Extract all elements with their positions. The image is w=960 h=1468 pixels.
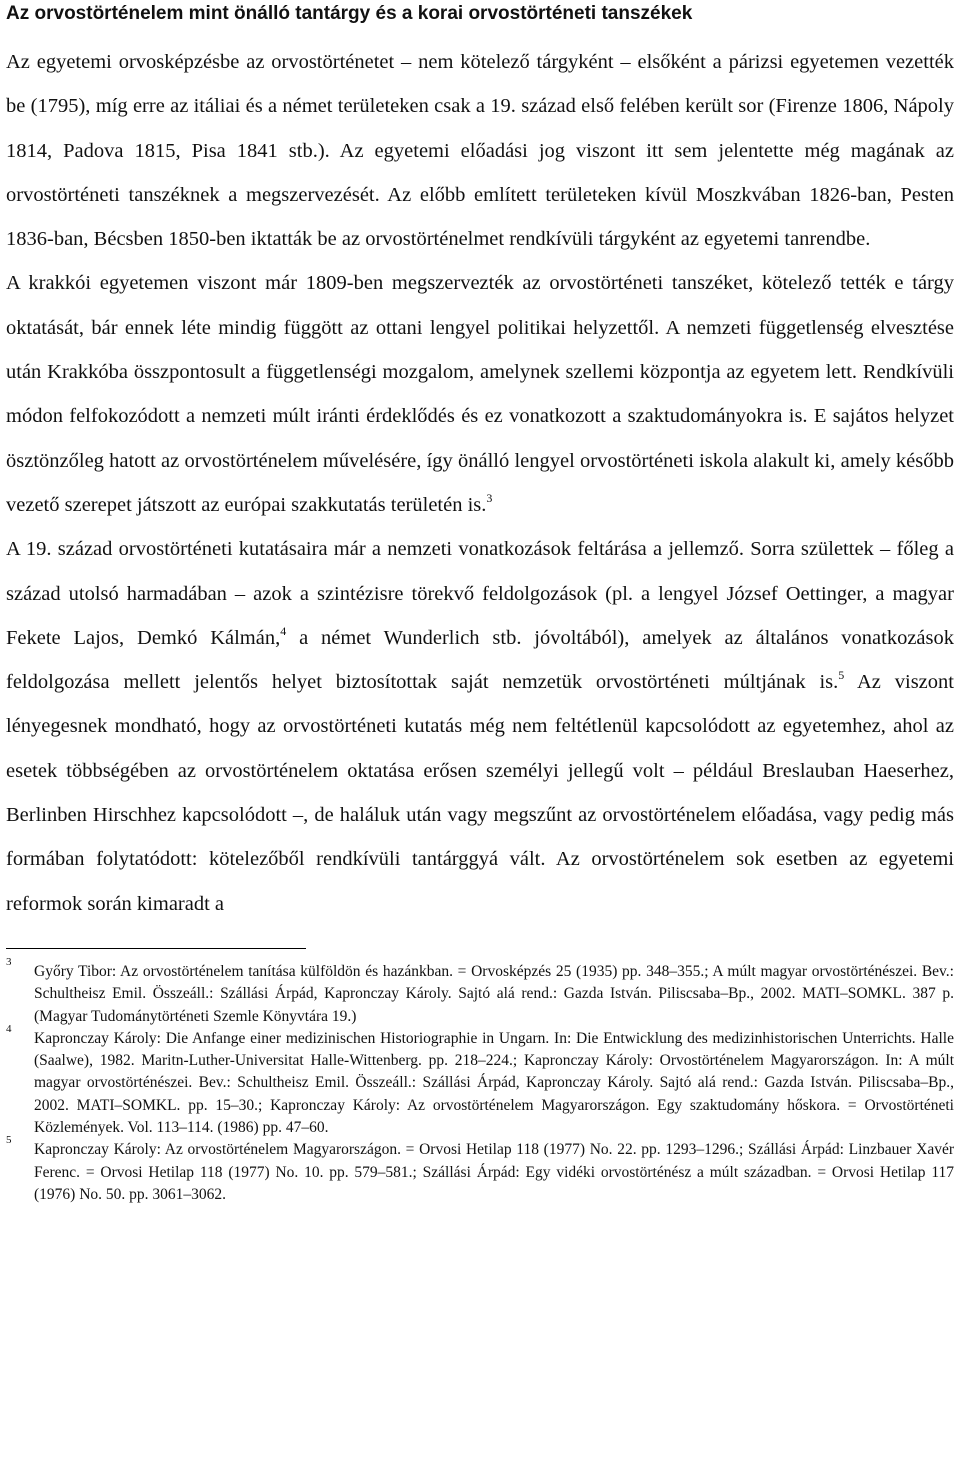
footnote-reference: 3 — [486, 490, 493, 505]
footnote-text: Kapronczay Károly: Die Anfange einer medizinischen Historiographie in Ungarn. In: Die Entwicklung des medizinhistorischen Unterrichts. Halle (Saalwe), 1982. Maritn-Luther-Universitat Halle-Wittenberg. pp. 218–224.; Kapronczay Károly: Orvostörténelem Magyarországon. In: A múlt magyar orvostörténészei. Bev.: Schultheisz Emil. Összeáll.: Szállási Árpád, Kapronczay Károly. Sajtó alá rend.: Gazda István. Piliscsaba–Bp., 2002. MATI–SOMKL. pp. 15–30.; Kapronczay Károly: Az orvostörténelem Magyarországon. Egy szaktudomány hőskora. = Orvostörténeti Közlemények. Vol. 113–114. (1986) pp. 47–60. — [34, 1029, 954, 1137]
footnote-item — [6, 1134, 954, 1206]
footnote-separator — [6, 948, 306, 949]
footnote-number: 3 — [6, 955, 12, 968]
body-paragraph-1 — [6, 40, 954, 261]
paragraph-text: a német Wunderlich stb. jóvoltából), amelyek az általános vonatkozások feldolgozása mellett jelentős helyet biztosítottak saját nemzetük orvostörténeti múltjának is. — [6, 626, 954, 694]
footnote-text: Győry Tibor: Az orvostörténelem tanítása külföldön és hazánkban. = Orvosképzés 25 (1935) pp. 348–355.; A múlt magyar orvostörténészei. Bev.: Schultheisz Emil. Összeáll.: Szállási Árpád, Kapronczay Károly. Sajtó alá rend.: Gazda István. Piliscsaba–Bp., 2002. MATI–SOMKL. 387 p. (Magyar Tudománytörténeti Szemle Könyvtára 19.) — [34, 962, 954, 1025]
footnote-item — [6, 1022, 954, 1139]
footnote-text: Kapronczay Károly: Az orvostörténelem Magyarországon. = Orvosi Hetilap 118 (1977) No. 22. pp. 1293–1296.; Szállási Árpád: Linzbauer Xavér Ferenc. = Orvosi Hetilap 118 (1977) No. 10. pp. 579–581.; Szállási Árpád: Egy vidéki orvostörténész a múlt században. = Orvosi Hetilap 117 (1976) No. 50. pp. 3061–3062. — [34, 1141, 954, 1203]
paragraph-text: A 19. század orvostörténeti kutatásaira már a nemzeti vonatkozások feltárása a jellemző. Sorra születtek – főleg a század utolsó harmadában – azok a szintézisre törekvő feldolgozások (pl. a lengyel József Oettinger, a magyar Fekete Lajos, Demkó Kálmán, — [6, 538, 954, 649]
paragraph-text: A krakkói egyetemen viszont már 1809-ben megszervezték az orvostörténeti tanszéket, kötelező tették e tárgy oktatását, bár ennek léte mindig függött az ottani lengyel politikai helyzettől. A nemzeti függetlenség elvesztése után Krakkóba összpontosult a függetlenségi mozgalom, amelynek szellemi központja az egyetem lett. Rendkívüli módon felfokozódott a nemzeti múlt iránti érdeklődés és ez vonatkozott a szaktudományokra is. E sajátos helyzet ösztönzőleg hatott az orvostörténelem művelésére, így önálló lengyel orvostörténeti iskola alakult ki, amely később vezető szerepet játszott az európai szakkutatás területén is. — [6, 272, 954, 516]
paragraph-text: Az viszont lényegesnek mondható, hogy az orvostörténeti kutatás még nem feltétlenül kapcsolódott az egyetemhez, ahol az esetek többségében az orvostörténelem oktatása erősen személyi jellegű volt – például Breslauban Haeserhez, Berlinben Hirschhez kapcsolódott –, de haláluk után vagy megszűnt az orvostörténelem előadása, vagy pedig más formában folytatódott: kötelezőből rendkívüli tantárggyá vált. Az orvostörténelem sok esetben az egyetemi reformok során kimaradt a — [6, 671, 954, 915]
footnote-item — [6, 955, 954, 1028]
document-page — [6, 0, 954, 1206]
body-paragraph-2 — [6, 261, 954, 527]
footnote-reference: 5 — [838, 668, 845, 683]
footnote-reference: 4 — [280, 623, 287, 638]
footnote-number: 5 — [6, 1134, 12, 1147]
footnote-number: 4 — [6, 1022, 12, 1035]
body-paragraph-3 — [6, 527, 954, 926]
footnotes — [6, 955, 954, 1206]
section-heading: Az orvostörténelem mint önálló tantárgy és a korai orvostörténeti tanszékek — [6, 3, 693, 24]
paragraph-text: Az egyetemi orvosképzésbe az orvostörténetet – nem kötelező tárgyként – elsőként a párizsi egyetemen vezették be (1795), míg erre az itáliai és a német területeken csak a 19. század első felében került sor (Firenze 1806, Nápoly 1814, Padova 1815, Pisa 1841 stb.). Az egyetemi előadási jog viszont itt sem jelentette még magának az orvostörténeti tanszéknek a megszervezését. Az előbb említett területeken kívül Moszkvában 1826-ban, Pesten 1836-ban, Bécsben 1850-ben iktatták be az orvostörténelmet rendkívüli tárgyként az egyetemi tanrendbe. — [6, 51, 954, 251]
